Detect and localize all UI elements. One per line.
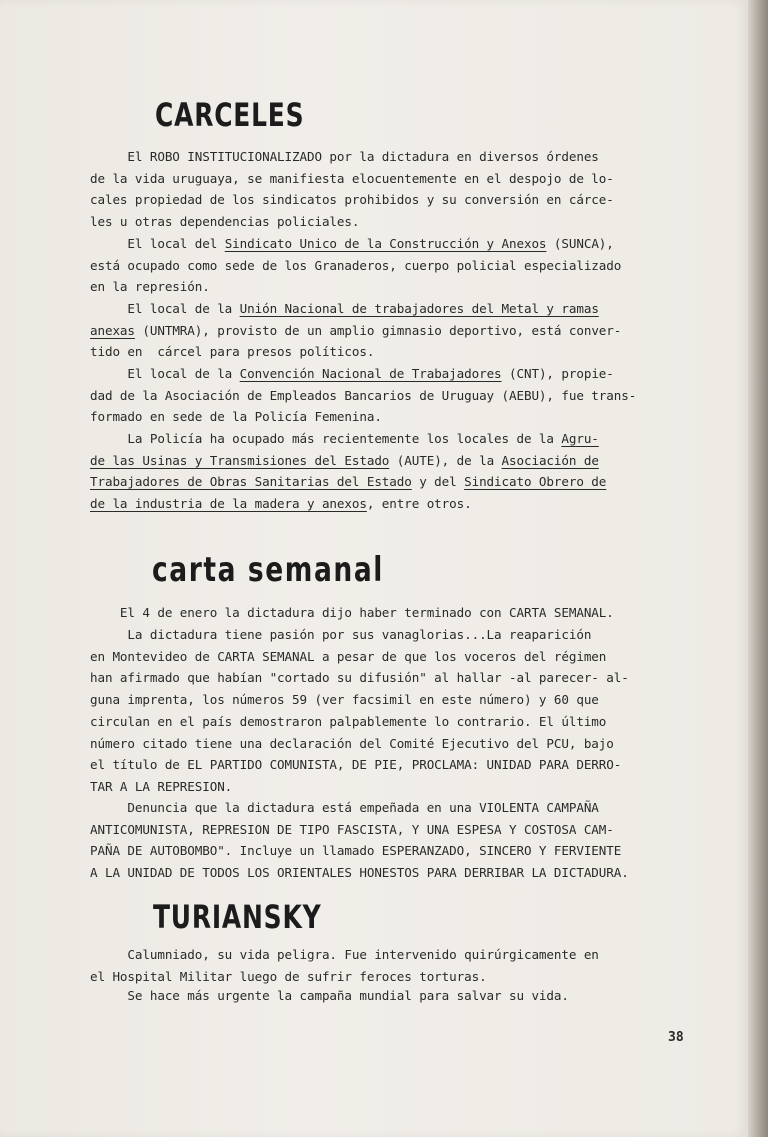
text-line: La dictadura tiene pasión por sus vanaglorias...La reaparición [90,627,592,642]
sunca-name: Sindicato Unico de la Construcción y Anexos [224,236,547,251]
text-run: La Policía ha ocupado más recientemente los locales de la [90,431,562,446]
text-line: Calumniado, su vida peligra. Fue intervenido quirúrgicamente en [90,947,599,962]
text-line: en la represión. [90,279,210,295]
turiansky-paragraph-2 [90,985,738,1007]
carceles-paragraph-3 [90,298,738,363]
text-line: Denuncia que la dictadura está empeñada en una VIOLENTA CAMPAÑA [90,800,599,815]
aute-name: Agru- [561,431,599,446]
text-line [90,450,738,472]
untmra-name: Unión Nacional de trabajadores del Metal y ramas [239,301,599,316]
text-line: número citado tiene una declaración del Comité Ejecutivo del PCU, bajo [90,735,614,751]
wood-union-name: Sindicato Obrero de [464,474,607,490]
text-line [90,233,738,255]
text-line [90,471,738,493]
text-line: formado en sede de la Policía Femenina. [90,409,382,425]
carceles-paragraph-4 [90,363,738,428]
page-edge-shadow [748,0,768,1137]
text-run: El local de la [90,366,240,381]
wood-union-name-cont: de la industria de la madera y anexos [90,496,367,512]
text-line: les u otras dependencias policiales. [90,214,360,230]
text-line: tido en cárcel para presos políticos. [90,344,375,360]
page-number: 38 [668,1030,684,1045]
text-run: (SUNCA), [546,236,614,251]
text-line: cales propiedad de los sindicatos prohibidos y su conversión en cárce- [90,192,614,208]
text-line: A LA UNIDAD DE TODOS LOS ORIENTALES HONESTOS PARA DERRIBAR LA DICTADURA. [90,865,629,881]
aute-name-cont: de las Usinas y Transmisiones del Estado [90,452,390,468]
text-run: (AUTE), de la [389,452,502,468]
text-line: PAÑA DE AUTOBOMBO". Incluye un llamado ESPERANZADO, SINCERO Y FERVIENTE [90,843,622,859]
text-line [90,363,738,385]
text-line: de la vida uruguaya, se manifiesta elocuentemente en el despojo de lo- [90,170,614,186]
carceles-paragraph-1 [90,146,738,233]
heading-carceles: CARCELES [155,96,305,134]
text-line [90,320,738,342]
carta-paragraph-3 [90,797,738,884]
cnt-name: Convención Nacional de Trabajadores [239,366,502,381]
text-line: el Hospital Militar luego de sufrir feroces torturas. [90,968,487,984]
text-line: ANTICOMUNISTA, REPRESION DE TIPO FASCISTA, Y UNA ESPESA Y COSTOSA CAM- [90,821,614,837]
text-line: en Montevideo de CARTA SEMANAL a pesar de que los voceros del régimen [90,648,607,664]
text-line: El ROBO INSTITUCIONALIZADO por la dictadura en diversos órdenes [90,149,599,164]
text-line: TAR A LA REPRESION. [90,778,233,794]
carceles-paragraph-5 [90,428,738,515]
carceles-paragraph-2 [90,233,738,298]
text-line: el título de EL PARTIDO COMUNISTA, DE PIE, PROCLAMA: UNIDAD PARA DERRO- [90,757,622,773]
carta-paragraph-2 [90,624,738,798]
ose-association-name: Asociación de [501,452,599,468]
text-line: guna imprenta, los números 59 (ver facsimil en este número) y 60 que [90,692,599,708]
text-line: Se hace más urgente la campaña mundial para salvar su vida. [90,988,569,1003]
text-run: El local de la [90,301,240,316]
text-line: está ocupado como sede de los Granaderos, cuerpo policial especializado [90,257,622,273]
text-run: (UNTMRA), provisto de un amplio gimnasio deportivo, está conver- [134,322,622,338]
text-line: han afirmado que habían "cortado su difusión" al hallar -al parecer- al- [90,670,629,686]
text-run: El local del [90,236,225,251]
text-run: (CNT), propie- [501,366,614,381]
untmra-name-cont: anexas [90,322,135,338]
text-line [90,298,738,320]
heading-turiansky: TURIANSKY [153,898,322,936]
text-line: dad de la Asociación de Empleados Bancarios de Uruguay (AEBU), fue trans- [90,387,637,403]
text-line [90,428,738,450]
text-run: , entre otros. [366,496,472,512]
text-run: y del [411,474,465,490]
text-line: El 4 de enero la dictadura dijo haber terminado con CARTA SEMANAL. [90,605,614,620]
carta-paragraph-1 [90,602,738,624]
text-line: circulan en el país demostraron palpablemente lo contrario. El último [90,713,607,729]
text-line [90,493,738,515]
ose-association-name-cont: Trabajadores de Obras Sanitarias del Estado [90,474,412,490]
turiansky-paragraph-1 [90,944,738,987]
heading-carta-semanal: carta semanal [152,550,384,590]
